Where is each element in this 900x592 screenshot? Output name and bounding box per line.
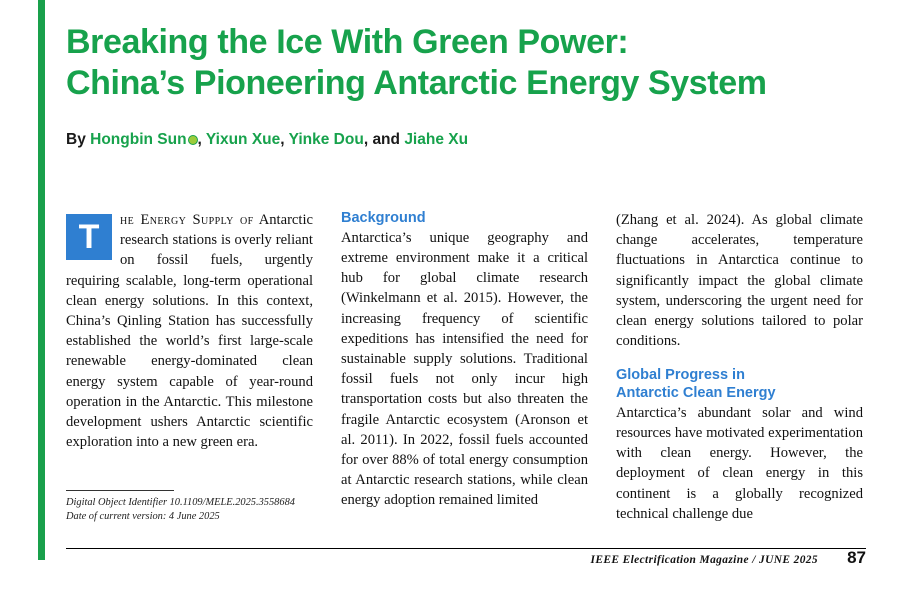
section-heading-global-progress-line2: Antarctic Clean Energy bbox=[616, 385, 776, 402]
lead-paragraph bbox=[66, 210, 313, 452]
section-heading-background: Background bbox=[341, 210, 426, 226]
page-number: 87 bbox=[847, 548, 866, 567]
footer-issue: JUNE 2025 bbox=[759, 554, 818, 566]
author-3[interactable]: Yinke Dou bbox=[288, 130, 364, 148]
footer-magazine-name: IEEE Electrification Magazine bbox=[590, 554, 749, 566]
section-heading-global-progress-line1: Global Progress in bbox=[616, 367, 745, 384]
column-2-body: Antarctica’s unique geography and extreme environment make it a critical hub for global climate research (Winkelmann et al. 2015). However, the increasing frequency of scientific expeditions has intensified the need for sustainable supply solutions. Traditional fossil fuels not only incur high transportation costs but also threaten the fragile Antarctic ecosystem (Aronson et al. 2011). In 2022, fossil fuels accounted for over 88% of total energy consumption at Antarctic research stations, while clean energy adoption remained limited bbox=[341, 229, 588, 509]
column-3-body-top: (Zhang et al. 2024). As global climate change accelerates, temperature fluctuations in Antarctica continue to significantly impact the global climate system, underscoring the urgent need for clean energy solutions tailored to polar conditions. bbox=[616, 212, 863, 350]
author-1[interactable]: Hongbin Sun bbox=[90, 130, 187, 148]
drop-cap: T bbox=[66, 214, 112, 260]
title-line-1: Breaking the Ice With Green Power: bbox=[66, 23, 629, 61]
page-title bbox=[66, 0, 856, 105]
lead-body: Antarctic research stations is overly reliant on fossil fuels, urgently requiring scalable, long-term operational clean energy solutions. In this context, China’s Qinling Station has successfully established the world’s first large-scale renewable energy-dominated clean energy system capable of year-round operation in the Antarctic. This milestone development ushers Antarctic scientific exploration into a new green era. bbox=[66, 212, 313, 451]
footer-divider bbox=[66, 548, 866, 549]
column-3 bbox=[616, 210, 863, 524]
doi-identifier: Digital Object Identifier 10.1109/MELE.2025.3558684 bbox=[66, 497, 295, 508]
article-header bbox=[66, 0, 866, 149]
page-footer bbox=[66, 548, 866, 578]
article-columns bbox=[66, 210, 864, 524]
doi-block bbox=[66, 490, 313, 524]
version-date: Date of current version: 4 June 2025 bbox=[66, 511, 220, 523]
column-2 bbox=[341, 210, 588, 524]
byline-prefix: By bbox=[66, 130, 91, 148]
title-line-2: China’s Pioneering Antarctic Energy System bbox=[66, 64, 767, 103]
author-4[interactable]: Jiahe Xu bbox=[404, 130, 469, 148]
byline: By Hongbin Sun , Yixun Xue, Yinke Dou, and Jiahe Xu bbox=[66, 130, 469, 148]
footer-magazine-line bbox=[591, 554, 818, 566]
lead-smallcaps: he Energy Supply of bbox=[120, 212, 254, 228]
column-1 bbox=[66, 210, 313, 524]
doi-divider bbox=[66, 490, 174, 491]
byline-and: and bbox=[372, 130, 400, 148]
footer-separator: / bbox=[748, 554, 760, 566]
column-3-body-bottom: Antarctica’s abundant solar and wind resources have motivated experimentation with clean energy. However, the deployment of clean energy in this continent is a globally recognized technical challenge due bbox=[616, 404, 863, 522]
author-2[interactable]: Yixun Xue bbox=[205, 130, 281, 148]
orcid-icon[interactable] bbox=[188, 135, 198, 145]
left-green-rule bbox=[38, 0, 45, 560]
